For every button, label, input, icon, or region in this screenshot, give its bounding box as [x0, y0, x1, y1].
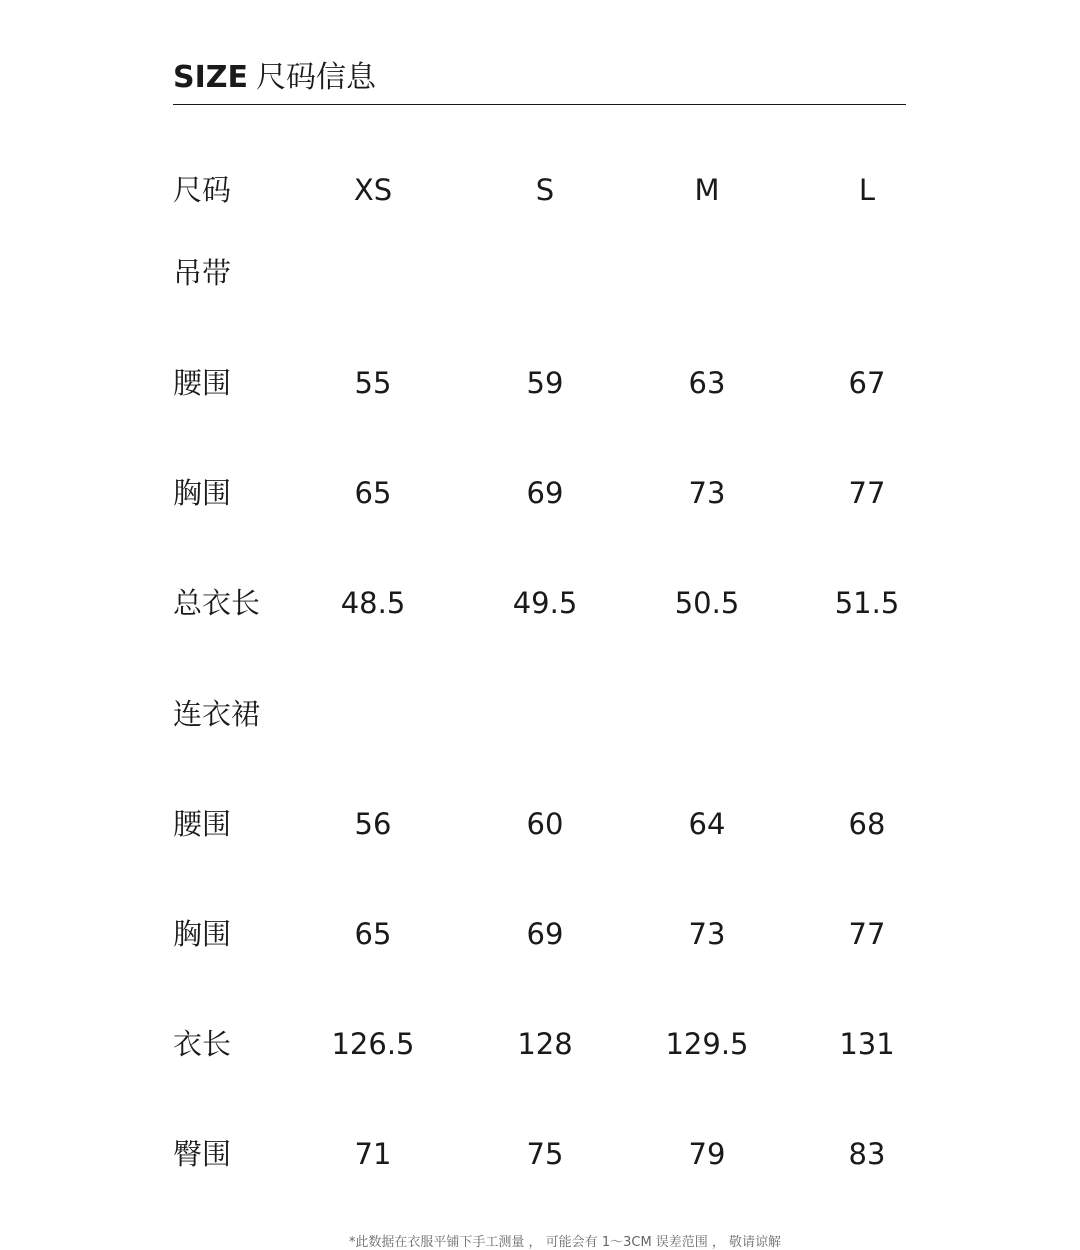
row-value: 128: [517, 1027, 573, 1061]
row-value: 55: [354, 366, 392, 400]
row-value: 64: [688, 807, 726, 841]
title-zh: 尺码信息: [256, 60, 377, 95]
row-value: 129.5: [665, 1027, 749, 1061]
page-title: [173, 58, 376, 98]
row-value: 73: [688, 476, 726, 510]
row-value: 56: [354, 807, 392, 841]
row-value: 69: [526, 917, 564, 951]
row-value: 63: [688, 366, 726, 400]
row-label: 臀围: [173, 1137, 232, 1171]
row-value: 68: [848, 807, 886, 841]
size-header-s: S: [535, 173, 555, 207]
row-value: 65: [354, 476, 392, 510]
row-label: 总衣长: [173, 586, 261, 620]
row-value: 65: [354, 917, 392, 951]
row-label: 胸围: [173, 917, 232, 951]
row-value: 73: [688, 917, 726, 951]
row-value: 77: [848, 917, 886, 951]
row-value: 69: [526, 476, 564, 510]
row-label: 腰围: [173, 366, 232, 400]
title-divider: [173, 104, 906, 105]
row-value: 83: [848, 1137, 886, 1171]
row-value: 79: [688, 1137, 726, 1171]
row-value: 48.5: [340, 586, 406, 620]
size-header-l: L: [858, 173, 876, 207]
title-en: SIZE: [173, 60, 249, 95]
row-value: 67: [848, 366, 886, 400]
row-value: 51.5: [834, 586, 900, 620]
row-value: 126.5: [331, 1027, 415, 1061]
row-value: 59: [526, 366, 564, 400]
row-value: 75: [526, 1137, 564, 1171]
row-value: 71: [354, 1137, 392, 1171]
row-label: 腰围: [173, 807, 232, 841]
row-value: 49.5: [512, 586, 578, 620]
measurement-footnote: *此数据在衣服平铺下手工测量 ， 可能会有 1～3CM 误差范围 ， 敬请谅解: [348, 1235, 782, 1250]
row-value: 77: [848, 476, 886, 510]
row-value: 60: [526, 807, 564, 841]
size-header-xs: XS: [353, 173, 393, 207]
section-title: 连衣裙: [173, 697, 261, 731]
size-header-label: 尺码: [173, 173, 232, 207]
row-value: 131: [839, 1027, 895, 1061]
row-value: 50.5: [674, 586, 740, 620]
size-header-m: M: [694, 173, 720, 207]
row-label: 衣长: [173, 1027, 232, 1061]
section-title: 吊带: [173, 256, 232, 290]
row-label: 胸围: [173, 476, 232, 510]
